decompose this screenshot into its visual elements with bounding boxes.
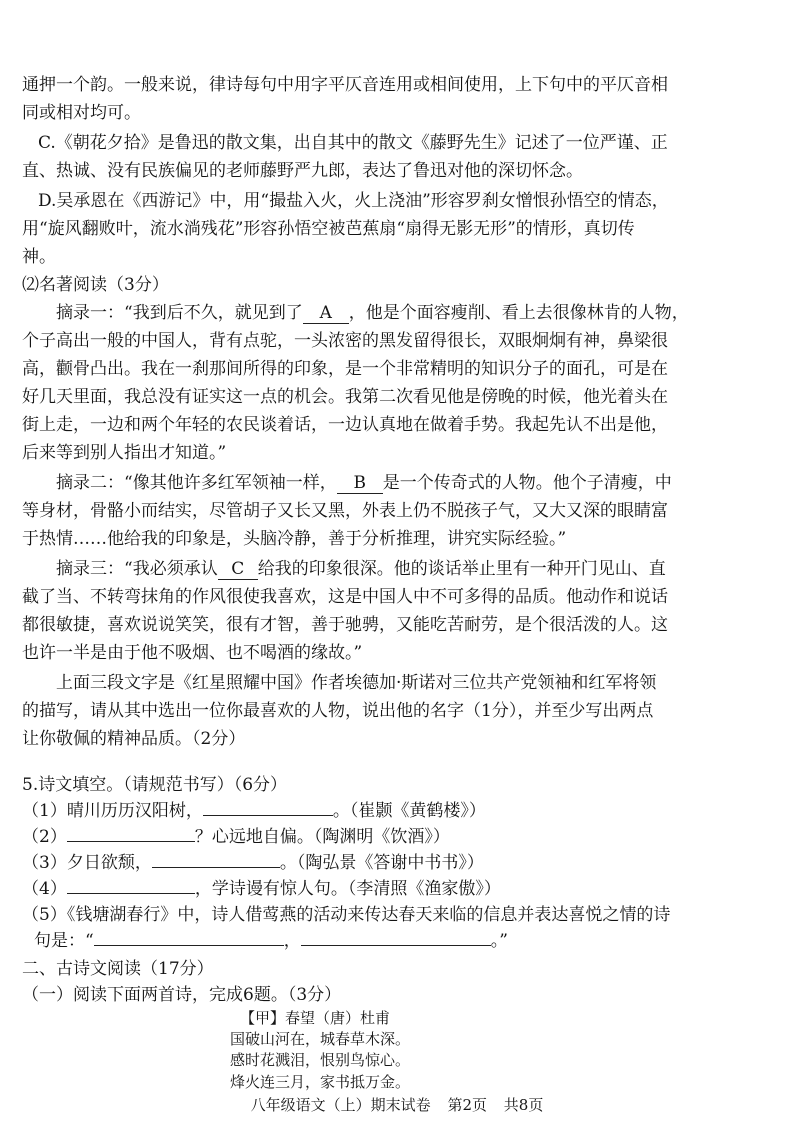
section-two-title: 二、古诗文阅读（17分） — [22, 959, 214, 979]
prompt-line: 让你敬佩的精神品质。（2分） — [22, 729, 246, 749]
answer-blank[interactable] — [67, 841, 195, 842]
footer-course: 八年级语文（上）期末试卷 — [250, 1096, 431, 1114]
fill-item-2: （2） ？心远地自偏。（陶渊明《饮酒》） — [22, 827, 450, 847]
blank-c: C — [218, 559, 258, 580]
answer-blank[interactable] — [301, 945, 491, 946]
option-d-line: 神。 — [22, 247, 56, 267]
excerpt-2-line: 于热情……他给我的印象是，头脑冷静，善于分析推理，讲究实际经验。” — [22, 529, 567, 549]
page-footer — [0, 1094, 794, 1116]
fill-item-3: （3）夕日欲颓， 。（陶弘景《答谢中书书》） — [22, 853, 484, 873]
poem-heading: 【甲】春望（唐）杜甫 — [240, 1009, 391, 1027]
excerpt-1-line: 街上走，一边和两个年轻的农民谈着话，一边认真地在做着手势。我起先认不出是他， — [22, 415, 668, 435]
answer-blank[interactable] — [94, 945, 284, 946]
fill-item-1: （1）晴川历历汉阳树， 。（崔颢《黄鹤楼》） — [22, 801, 486, 821]
text-line: 通押一个韵。一般来说，律诗每句中用字平仄音连用或相间使用，上下句中的平仄音相 — [22, 75, 668, 95]
answer-blank[interactable] — [152, 867, 280, 868]
excerpt-3-line: 也许一半是由于他不吸烟、也不喝酒的缘故。” — [22, 643, 363, 663]
poem-line: 烽火连三月，家书抵万金。 — [230, 1073, 411, 1091]
blank-a: A — [303, 303, 349, 324]
answer-blank[interactable] — [67, 893, 195, 894]
option-d-line: D.吴承恩在《西游记》中，用“撮盐入火，火上浇油”形容罗刹女憎恨孙悟空的情态， — [38, 191, 669, 211]
excerpt-2-line: 摘录二：“像其他许多红军领袖一样， B 是一个传奇式的人物。他个子清瘦，中 — [56, 473, 672, 493]
fill-item-5-answer: 句是：“ ， 。” — [34, 931, 508, 951]
footer-page: 第2页 — [447, 1096, 487, 1114]
excerpt-1-line: 好几天里面，我总没有证实这一点的机会。我第二次看见他是傍晚的时候，他光着头在 — [22, 387, 668, 407]
prompt-line: 的描写，请从其中选出一位你最喜欢的人物，说出他的名字（1分），并至少写出两点 — [22, 701, 654, 721]
prompt-line: 上面三段文字是《红星照耀中国》作者埃德加·斯诺对三位共产党领袖和红军将领 — [56, 673, 657, 693]
option-d-line: 用“旋风翻败叶，流水淌残花”形容孙悟空被芭蕉扇“扇得无影无形”的情形，真切传 — [22, 219, 635, 239]
question-heading: ⑵名著阅读（3分） — [22, 275, 169, 295]
excerpt-2-line: 等身材，骨骼小而结实，尽管胡子又长又黑，外表上仍不脱孩子气，又大又深的眼睛富 — [22, 501, 668, 521]
blank-b: B — [337, 473, 383, 494]
option-c-line: C.《朝花夕拾》是鲁迅的散文集，出自其中的散文《藤野先生》记述了一位严谨、正 — [38, 133, 668, 153]
poem-block — [200, 1008, 600, 1071]
fill-item-5: （5）《钱塘湖春行》中，诗人借莺燕的活动来传达春天来临的信息并表达喜悦之情的诗 — [22, 905, 671, 925]
footer-total: 共8页 — [503, 1096, 544, 1114]
section-two-subtitle: （一）阅读下面两首诗，完成6题。（3分） — [22, 985, 342, 1005]
fill-item-4: （4） ，学诗谩有惊人句。（李清照《渔家傲》） — [22, 879, 501, 899]
poem-line: 感时花溅泪，恨别鸟惊心。 — [230, 1051, 411, 1069]
option-c-line: 直、热诚、没有民族偏见的老师藤野严九郎，表达了鲁迅对他的深切怀念。 — [22, 161, 583, 181]
excerpt-1-line: 高，颧骨凸出。我在一刹那间所得的印象，是一个非常精明的知识分子的面孔，可是在 — [22, 359, 668, 379]
fill-title: 5.诗文填空。（请规范书写）（6分） — [22, 775, 288, 795]
answer-blank[interactable] — [203, 815, 333, 816]
excerpt-3-line: 截了当、不转弯抹角的作风很使我喜欢，这是中国人中不可多得的品质。他动作和说话 — [22, 587, 668, 607]
excerpt-1-line: 后来等到别人指出才知道。” — [22, 443, 227, 463]
excerpt-1-line: 摘录一：“我到后不久，就见到了 A ，他是个面容瘦削、看上去很像林肯的人物， — [56, 303, 689, 323]
excerpt-1-line: 个子高出一般的中国人，背有点驼，一头浓密的黑发留得很长，双眼炯炯有神，鼻梁很 — [22, 331, 668, 351]
excerpt-3-line: 都很敏捷，喜欢说说笑笑，很有才智，善于驰骋，又能吃苦耐劳，是个很活泼的人。这 — [22, 615, 668, 635]
excerpt-3-line: 摘录三：“我必须承认 C 给我的印象很深。他的谈话举止里有一种开门见山、直 — [56, 559, 666, 579]
poem-line: 国破山河在，城春草木深。 — [230, 1030, 411, 1048]
text-line: 同或相对均可。 — [22, 103, 141, 123]
